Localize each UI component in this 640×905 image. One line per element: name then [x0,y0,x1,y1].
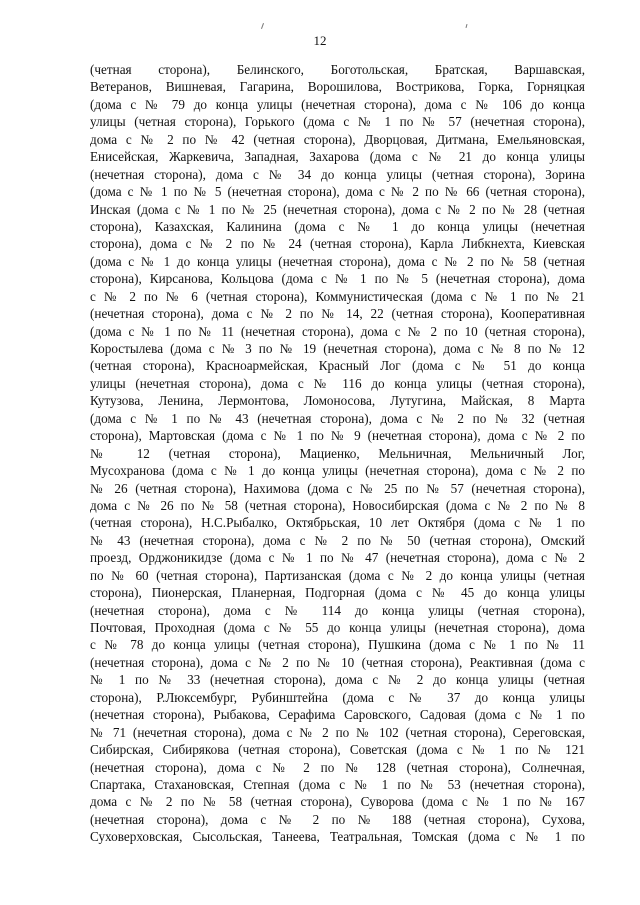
text-line: № 26 (четная сторона), Нахимова (дома с № 25 по № 57 (нечетная сторона), [90,480,585,496]
text-line: дома с № 26 по № 58 (четная сторона), Новосибирская (дома с № 2 по № 8 [90,497,585,513]
body-text [90,61,585,846]
text-line: Мусохранова (дома с № 1 до конца улицы (нечетная сторона), дома с № 2 по [90,463,585,479]
text-line: Коростылева (дома с № 3 по № 19 (нечетная сторона), дома с № 8 по № 12 [90,341,585,356]
text-line: сторона), Мартовская (дома с № 1 по № 9 (нечетная сторона), дома с № 2 по [90,428,585,444]
text-line: (нечетная сторона), дома с № 2 по № 188 (четная сторона), Сухова, [90,811,585,827]
text-line: (нечетная сторона), Рыбакова, Серафима Саровского, Садовая (дома с № 1 по [90,707,585,723]
text-line: сторона), Кирсанова, Кольцова (дома с № 1 по № 5 (нечетная сторона), дома [90,271,585,287]
text-line: Кутузова, Ленина, Лермонтова, Ломоносова, Лутугина, Майская, 8 Марта [90,393,585,409]
text-line: № 71 (нечетная сторона), дома с № 2 по № 102 (четная сторона), Сереговская, [90,724,585,740]
scan-artifact [465,24,467,28]
text-line: сторона), дома с № 2 по № 24 (четная сторона), Карла Либкнехта, Киевская [90,236,585,252]
text-line: с № 78 до конца улицы (четная сторона), Пушкина (дома с № 1 по № 11 [90,637,585,653]
text-line: улицы (нечетная сторона), дома с № 116 до конца улицы (четная сторона), [90,375,585,391]
text-line: сторона), Р.Люксембург, Рубинштейна (дома с № 37 до конца улицы [90,689,585,705]
text-line: (дома с № 1 по № 11 (нечетная сторона), дома с № 2 по 10 (четная сторона), [90,323,585,339]
text-line: (четная сторона), Н.С.Рыбалко, Октябрьская, 10 лет Октября (дома с № 1 по [90,515,585,531]
text-line: Енисейская, Жаркевича, Западная, Захарова (дома с № 21 до конца улицы [90,149,585,165]
text-line: (нечетная сторона), дома с № 2 по № 128 (четная сторона), Солнечная, [90,759,585,775]
text-line: с № 2 по № 6 (четная сторона), Коммунистическая (дома с № 1 по № 21 [90,288,585,304]
text-line: сторона), Казахская, Калинина (дома с № 1 до конца улицы (нечетная [90,218,585,234]
text-line: Ветеранов, Вишневая, Гагарина, Ворошилова, Вострикова, Горка, Горняцкая [90,79,585,95]
text-line: Суховерховская, Сысольская, Танеева, Театральная, Томская (дома с № 1 по [90,829,585,845]
text-line: проезд, Орджоникидзе (дома с № 1 по № 47 (нечетная сторона), дома с № 2 [90,550,585,566]
text-line: № 1 по № 33 (нечетная сторона), дома с № 2 до конца улицы (четная [90,672,585,688]
text-line: (дома с № 1 по № 5 (нечетная сторона), дома с № 2 по № 66 (четная сторона), [90,184,585,200]
text-line: сторона), Пионерская, Планерная, Подгорная (дома с № 45 до конца улицы [90,585,585,601]
text-line: улицы (четная сторона), Горького (дома с № 1 по № 57 (нечетная сторона), [90,114,585,130]
text-line: № 12 (четная сторона), Мациенко, Мельничная, Мельничный Лог, [90,445,585,461]
text-line: Сибирская, Сибирякова (четная сторона), Советская (дома с № 1 по № 121 [90,742,585,758]
text-line: дома с № 2 по № 58 (четная сторона), Суворова (дома с № 1 по № 167 [90,794,585,810]
text-line: дома с № 2 по № 42 (четная сторона), Дворцовая, Дитмана, Емельяновская, [90,131,585,147]
text-line: (нечетная сторона), дома с № 34 до конца улицы (четная сторона), Зорина [90,166,585,182]
text-line: (нечетная сторона), дома с № 2 по № 14, 22 (четная сторона), Кооперативная [90,306,585,322]
text-line: Инская (дома с № 1 по № 25 (нечетная сторона), дома с № 2 по № 28 (четная [90,201,585,217]
text-line: (нечетная сторона), дома с № 114 до конца улицы (четная сторона), [90,602,585,618]
text-line: (четная сторона), Красноармейская, Красный Лог (дома с № 51 до конца [90,358,585,374]
text-line: № 43 (нечетная сторона), дома с № 2 по № 50 (четная сторона), Омский [90,532,585,548]
text-line: (дома с № 1 до конца улицы (нечетная сторона), дома с № 2 по № 58 (четная [90,253,585,269]
text-line: (дома с № 1 по № 43 (нечетная сторона), дома с № 2 по № 32 (четная [90,410,585,426]
scan-artifact [261,23,264,29]
text-line: (дома с № 79 до конца улицы (нечетная сторона), дома с № 106 до конца [90,96,585,112]
text-line: Спартака, Стахановская, Степная (дома с № 1 по № 53 (нечетная сторона), [90,776,585,792]
text-line: (нечетная сторона), дома с № 2 по № 10 (четная сторона), Реактивная (дома с [90,654,585,670]
text-line: по № 60 (четная сторона), Партизанская (дома с № 2 до конца улицы (четная [90,567,585,583]
page-number: 12 [313,33,327,48]
text-line: Почтовая, Проходная (дома с № 55 до конца улицы (нечетная сторона), дома [90,620,585,635]
text-line: (четная сторона), Белинского, Боготольская, Братская, Варшавская, [90,62,585,77]
